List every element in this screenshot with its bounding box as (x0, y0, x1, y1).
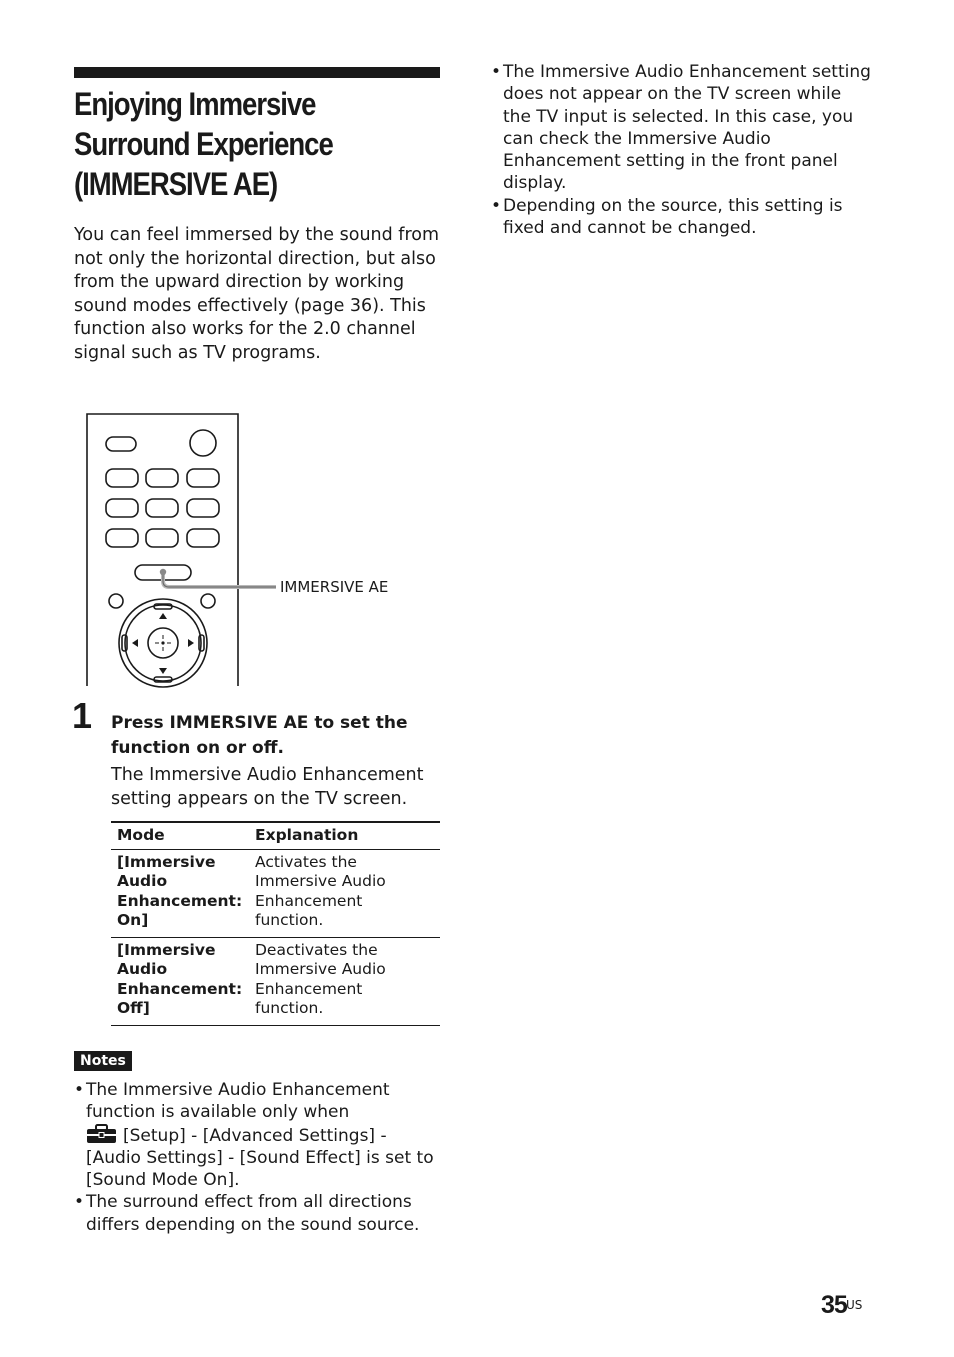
step-heading: Press IMMERSIVE AE to set the function on or off. (111, 713, 408, 758)
page-title (74, 84, 401, 204)
table-row (111, 849, 440, 937)
column-header-explanation: Explanation (249, 822, 440, 849)
mode-table (111, 821, 440, 1026)
intro-paragraph: You can feel immersed by the sound from not only the horizontal direction, but also from the upward direction by working sound modes effectively (page 36). This function also works for the 2.0 channel signal such as TV programs. (74, 225, 440, 363)
column-header-mode: Mode (111, 822, 249, 849)
mode-cell: [Immersive Audio Enhancement: Off] (111, 937, 249, 1025)
remote-button-small (106, 437, 136, 451)
explanation-cell: Activates the Immersive Audio Enhancement function. (249, 849, 440, 937)
title-rule (74, 67, 440, 78)
page-number: 35 (821, 1291, 847, 1319)
notes-list (74, 1079, 444, 1236)
list-item (74, 1079, 444, 1191)
list-item: • Depending on the source, this setting is fixed and cannot be changed. (491, 195, 871, 240)
toolbox-icon (86, 1124, 117, 1144)
list-item: • The surround effect from all directions differs depending on the sound source. (74, 1191, 444, 1236)
right-column-notes (491, 61, 871, 239)
title-line: Surround Experience (74, 126, 333, 162)
mode-cell: [Immersive Audio Enhancement: On] (111, 849, 249, 937)
table-header-row (111, 822, 440, 849)
list-item: • The Immersive Audio Enhancement setting does not appear on the TV screen while the TV input is selected. In this case, you can check the Immersive Audio Enhancement setting in the front panel display. (491, 61, 871, 195)
directional-arrows-icon (132, 613, 194, 674)
page-number-suffix: US (846, 1298, 863, 1312)
explanation-cell: Deactivates the Immersive Audio Enhancement function. (249, 937, 440, 1025)
remote-body-outline (87, 414, 238, 686)
immersive-ae-callout-label: IMMERSIVE AE (280, 578, 389, 596)
note-text: [Setup] - [Advanced Settings] - [Audio Settings] - [Sound Effect] is set to [Sound Mode On]. (86, 1125, 434, 1191)
title-line: (IMMERSIVE AE) (74, 166, 278, 202)
callout-dot (160, 569, 166, 575)
table-row (111, 937, 440, 1025)
notes-badge: Notes (74, 1051, 132, 1071)
power-button-icon (190, 430, 216, 456)
step-number: 1 (72, 695, 93, 736)
note-text: The Immersive Audio Enhancement function is available only when (86, 1080, 390, 1123)
remote-control-illustration (84, 410, 284, 690)
title-line: Enjoying Immersive (74, 86, 316, 122)
step-description: The Immersive Audio Enhancement setting appears on the TV screen. (111, 765, 424, 809)
